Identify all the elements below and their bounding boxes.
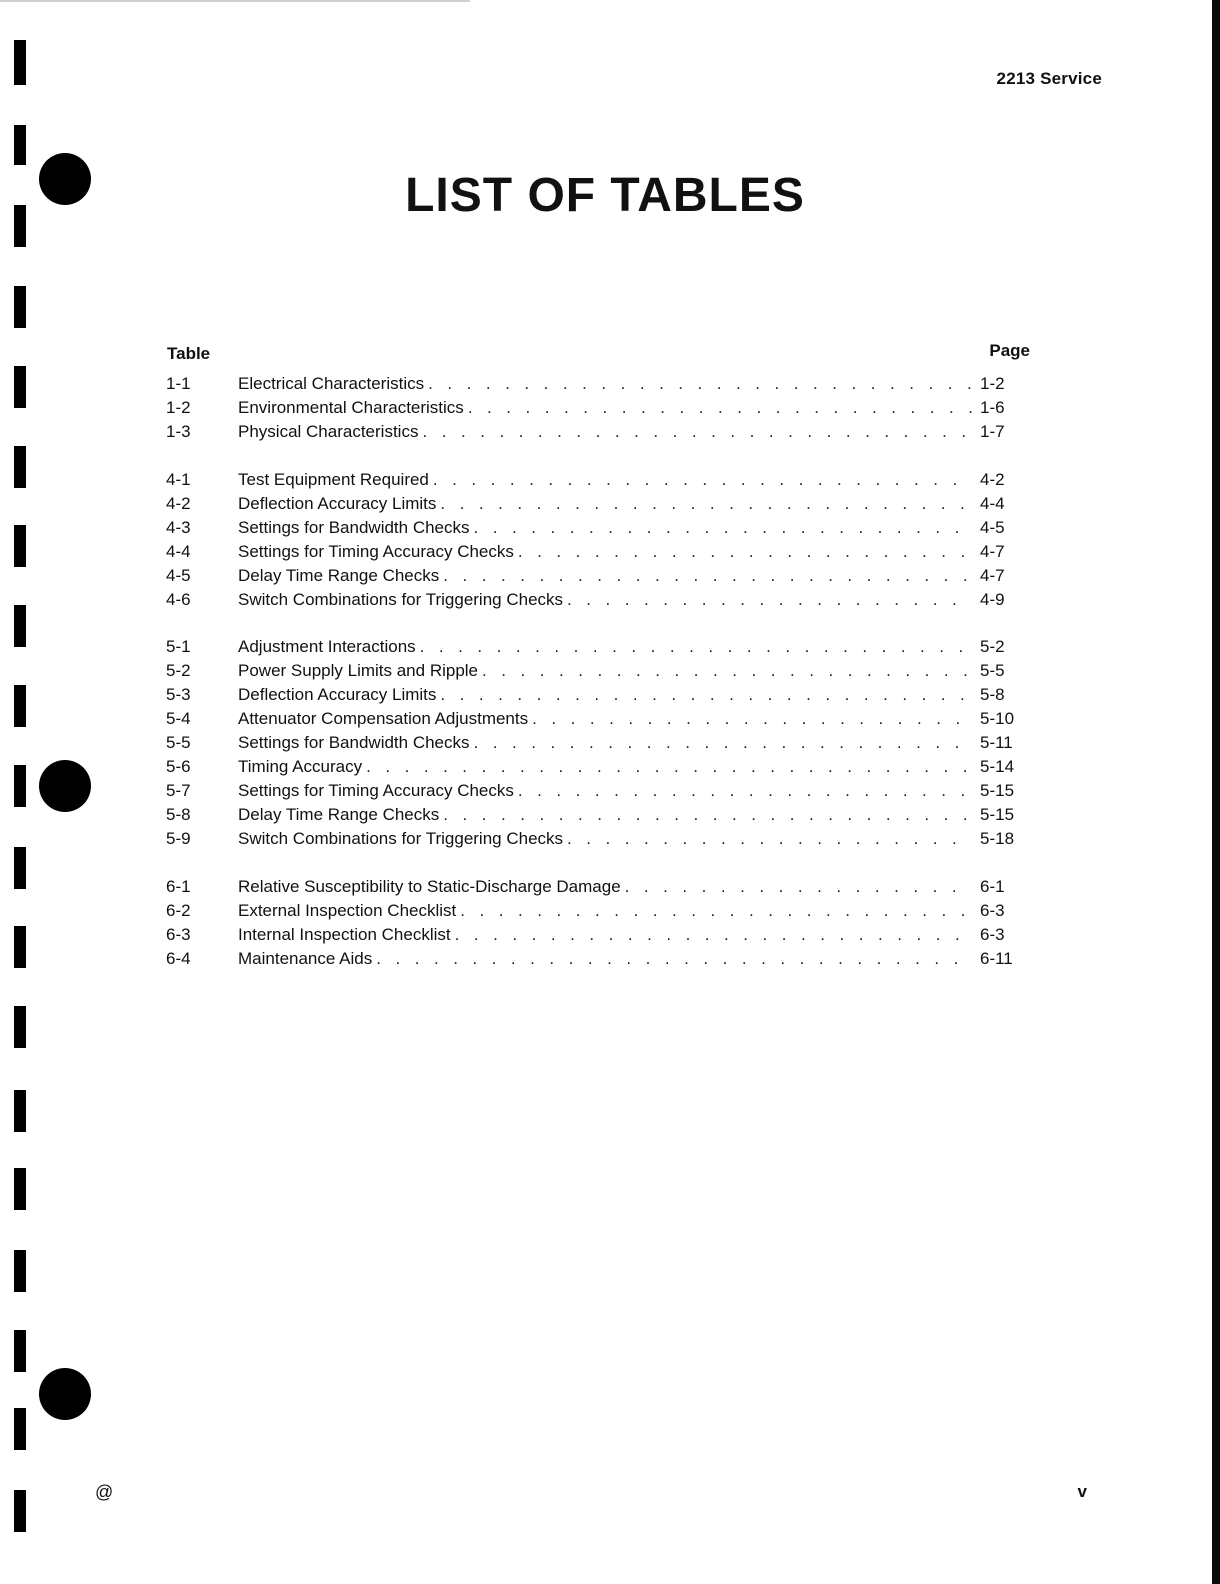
binding-mark [14, 40, 26, 85]
binding-mark [14, 685, 26, 727]
table-group [166, 372, 1030, 444]
table-title: Environmental Characteristics [238, 398, 464, 417]
binding-mark [14, 525, 26, 567]
list-item [166, 396, 1030, 420]
page-reference: 1-7 [980, 422, 1005, 441]
page-reference: 1-2 [980, 374, 1005, 393]
table-number: 4-1 [166, 469, 191, 489]
running-head: 2213 Service [996, 69, 1102, 88]
binding-mark [14, 286, 26, 328]
table-column-heading: Table [167, 344, 211, 363]
scan-right-edge [1212, 0, 1220, 1584]
binding-mark [14, 1490, 26, 1532]
table-title: Delay Time Range Checks [238, 565, 440, 585]
list-item [166, 827, 1030, 851]
dot-leader [422, 420, 972, 444]
list-item [166, 803, 1030, 827]
punch-hole [39, 1368, 91, 1420]
list-item [166, 635, 1030, 659]
binding-mark [14, 446, 26, 488]
table-number: 5-4 [166, 709, 191, 728]
list-item [166, 683, 1030, 707]
dot-leader [376, 947, 972, 971]
page-reference: 4-7 [980, 565, 1005, 585]
table-title: Maintenance Aids [238, 948, 373, 968]
list-item [166, 923, 1030, 947]
scan-top-rule [0, 0, 470, 2]
table-number: 5-6 [166, 757, 191, 776]
footer-mark: @ [95, 1482, 114, 1502]
dot-leader [455, 923, 972, 947]
table-title: Settings for Timing Accuracy Checks [238, 781, 514, 800]
table-title: Settings for Bandwidth Checks [238, 733, 470, 752]
dot-leader [474, 731, 972, 755]
dot-leader [420, 635, 972, 659]
list-item [166, 947, 1030, 971]
list-item [166, 420, 1030, 444]
binding-mark [14, 1250, 26, 1292]
table-number: 5-9 [166, 829, 191, 848]
list-item [166, 779, 1030, 803]
page-reference: 5-15 [980, 805, 1015, 824]
table-number: 5-1 [166, 637, 191, 656]
binding-mark [14, 1006, 26, 1048]
table-title: Delay Time Range Checks [238, 805, 440, 824]
table-title: Adjustment Interactions [238, 637, 416, 656]
dot-leader [440, 492, 972, 516]
table-title: Deflection Accuracy Limits [238, 685, 437, 704]
table-title: Test Equipment Required [238, 469, 429, 489]
table-number: 5-3 [166, 685, 191, 704]
dot-leader [567, 588, 972, 612]
list-item [166, 899, 1030, 923]
page-reference: 5-5 [980, 661, 1005, 680]
table-number: 4-2 [166, 493, 191, 513]
table-title: Switch Combinations for Triggering Checks [238, 829, 564, 848]
dot-leader [433, 468, 972, 492]
list-item [166, 875, 1030, 899]
table-title: Electrical Characteristics [238, 374, 425, 393]
binding-mark [14, 765, 26, 807]
list-item [166, 468, 1030, 492]
table-number: 5-2 [166, 661, 191, 680]
binding-mark [14, 847, 26, 889]
dot-leader [625, 875, 972, 899]
page-reference: 5-18 [980, 829, 1015, 848]
list-item [166, 707, 1030, 731]
dot-leader [482, 659, 972, 683]
table-title: Switch Combinations for Triggering Checks [238, 589, 564, 609]
table-number: 6-3 [166, 924, 191, 944]
table-group [166, 875, 1030, 971]
page-number: v [1077, 1482, 1087, 1501]
table-group [166, 635, 1030, 851]
dot-leader [443, 803, 972, 827]
list-item [166, 659, 1030, 683]
binding-mark [14, 1168, 26, 1210]
page-reference: 5-10 [980, 709, 1015, 728]
table-title: Internal Inspection Checklist [238, 924, 451, 944]
dot-leader [474, 516, 972, 540]
page-reference: 6-3 [980, 924, 1005, 944]
binding-mark [14, 1090, 26, 1132]
binding-mark [14, 926, 26, 968]
dot-leader [460, 899, 972, 923]
table-number: 5-7 [166, 781, 191, 800]
page-reference: 4-5 [980, 517, 1005, 537]
table-title: Deflection Accuracy Limits [238, 493, 437, 513]
table-number: 4-6 [166, 589, 191, 609]
page-reference: 4-2 [980, 469, 1005, 489]
page-reference: 5-11 [980, 733, 1013, 752]
dot-leader [518, 540, 972, 564]
page-reference: 1-6 [980, 398, 1005, 417]
table-title: Settings for Timing Accuracy Checks [238, 541, 514, 561]
list-item [166, 540, 1030, 564]
table-number: 6-4 [166, 948, 191, 968]
table-title: Settings for Bandwidth Checks [238, 517, 470, 537]
dot-leader [567, 827, 972, 851]
page-column-heading: Page [989, 341, 1030, 360]
list-item [166, 588, 1030, 612]
table-number: 5-8 [166, 805, 191, 824]
list-item [166, 516, 1030, 540]
page-reference: 6-1 [980, 876, 1005, 896]
page-reference: 4-4 [980, 493, 1005, 513]
dot-leader [366, 755, 972, 779]
page-reference: 5-15 [980, 781, 1015, 800]
table-number: 1-2 [166, 398, 191, 417]
page-reference: 5-2 [980, 637, 1005, 656]
dot-leader [518, 779, 972, 803]
table-number: 1-1 [166, 374, 191, 393]
dot-leader [428, 372, 972, 396]
dot-leader [443, 564, 972, 588]
page-reference: 4-9 [980, 589, 1005, 609]
table-title: Relative Susceptibility to Static-Discharge Damage [238, 876, 621, 896]
page-reference: 5-8 [980, 685, 1005, 704]
table-number: 4-4 [166, 541, 191, 561]
list-item [166, 372, 1030, 396]
table-title: Power Supply Limits and Ripple [238, 661, 479, 680]
page-reference: 4-7 [980, 541, 1005, 561]
binding-mark [14, 1330, 26, 1372]
table-group [166, 468, 1030, 612]
dot-leader [468, 396, 972, 420]
dot-leader [532, 707, 972, 731]
table-number: 1-3 [166, 422, 191, 441]
punch-hole [39, 760, 91, 812]
page-reference: 6-11 [980, 948, 1013, 968]
list-item [166, 564, 1030, 588]
binding-mark [14, 1408, 26, 1450]
table-number: 5-5 [166, 733, 191, 752]
table-title: External Inspection Checklist [238, 900, 457, 920]
table-title: Timing Accuracy [238, 757, 363, 776]
binding-mark [14, 125, 26, 165]
table-number: 6-2 [166, 900, 191, 920]
list-item [166, 755, 1030, 779]
page-title: LIST OF TABLES [405, 169, 805, 222]
binding-mark [14, 366, 26, 408]
binding-mark [14, 605, 26, 647]
page-reference: 6-3 [980, 900, 1005, 920]
table-number: 6-1 [166, 876, 191, 896]
dot-leader [440, 683, 972, 707]
table-title: Attenuator Compensation Adjustments [238, 709, 529, 728]
table-list [166, 372, 1030, 994]
table-number: 4-5 [166, 565, 191, 585]
page-reference: 5-14 [980, 757, 1015, 776]
list-item [166, 731, 1030, 755]
list-item [166, 492, 1030, 516]
table-title: Physical Characteristics [238, 422, 419, 441]
table-number: 4-3 [166, 517, 191, 537]
